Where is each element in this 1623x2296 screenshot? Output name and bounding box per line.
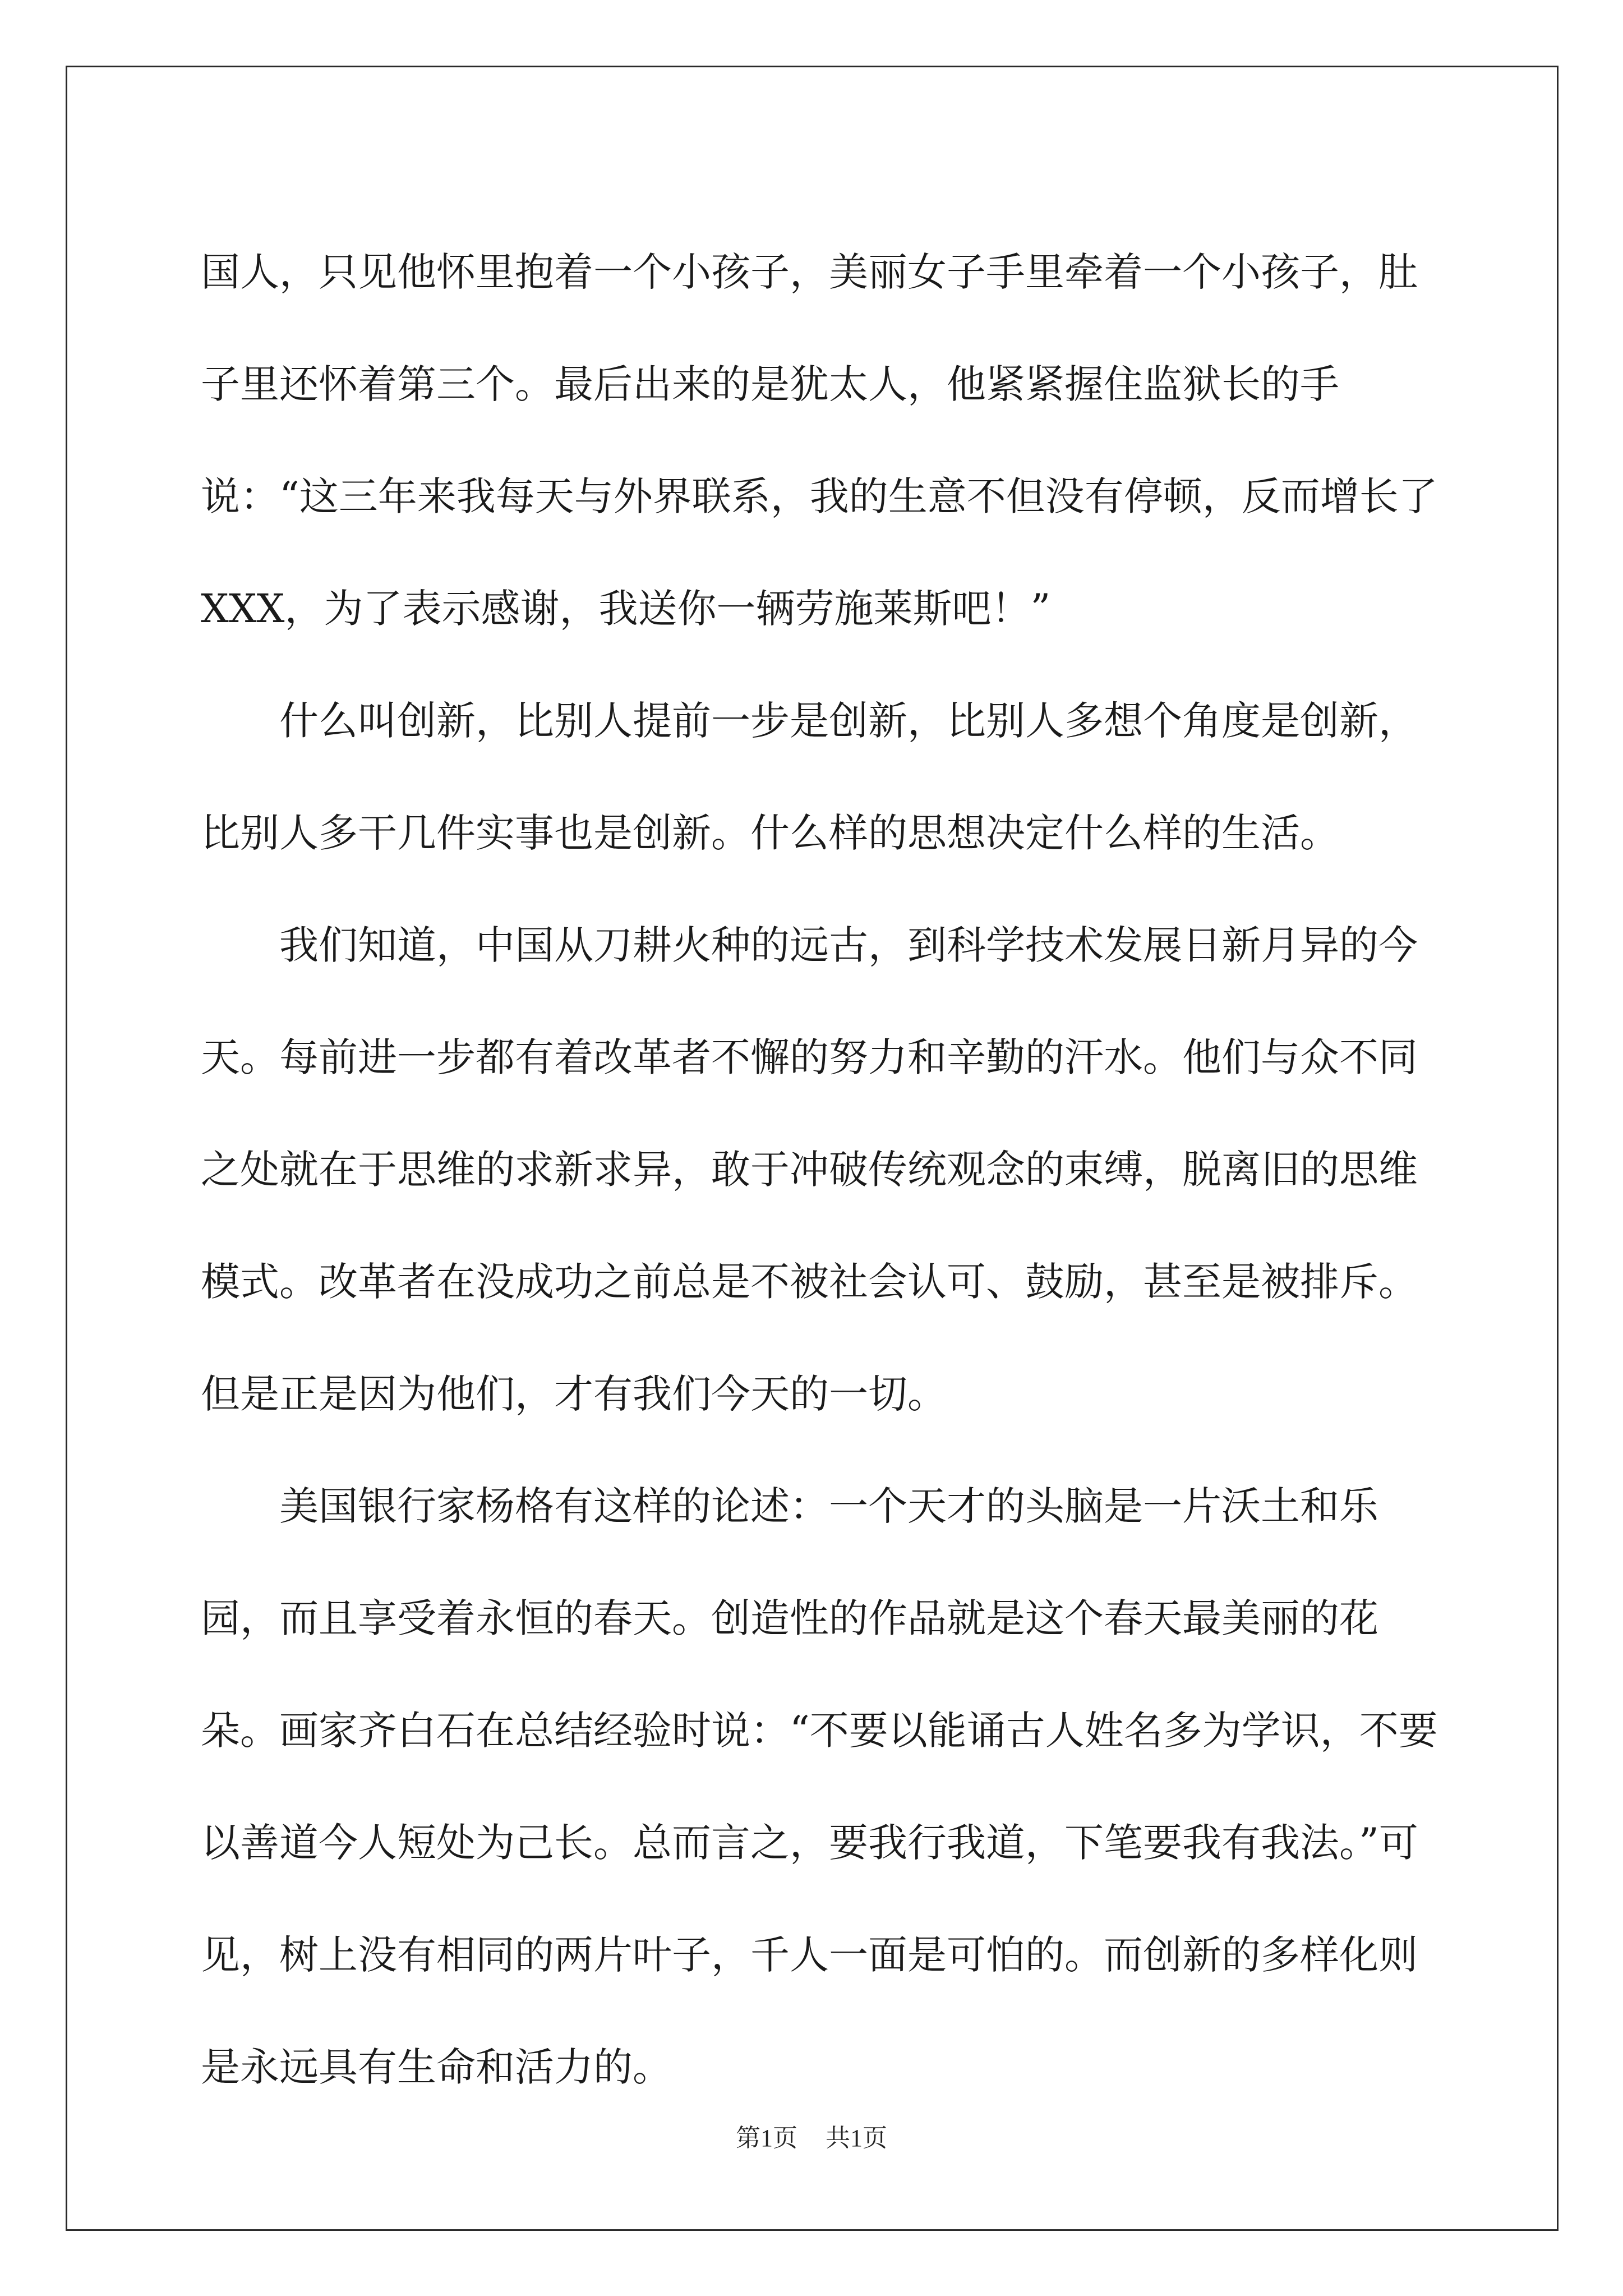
page-number-current: 第1页 (736, 2124, 797, 2152)
page-number-total: 共1页 (826, 2124, 887, 2152)
paragraph-1: 国人，只见他怀里抱着一个小孩子，美丽女子手里牵着一个小孩子，肚子里还怀着第三个。最后出来的是犹太人，他紧紧握住监狱长的手说：“这三年来我每天与外界联系，我的生意不但没有停顿，反而增长了 XXX，为了表示感谢，我送你一辆劳施莱斯吧！” (201, 249, 1451, 632)
paragraph-3: 我们知道，中国从刀耕火种的远古，到科学技术发展日新月异的今天。每前进一步都有着改革者不懈的努力和辛勤的汗水。他们与众不同之处就在于思维的求新求异，敢于冲破传统观念的束缚，脱离旧的思维模式。改革者在没成功之前总是不被社会认可、鼓励，甚至是被排斥。但是正是因为他们，才有我们今天的一切。 (201, 922, 1418, 1417)
page-footer (0, 2118, 1623, 2154)
document-body (201, 216, 1451, 2123)
paragraph-4: 美国银行家杨格有这样的论述：一个天才的头脑是一片沃土和乐园，而且享受着永恒的春天。创造性的作品就是这个春天最美丽的花朵。画家齐白石在总结经验时说：“不要以能诵古人姓名多为学识，不要以善道今人短处为己长。总而言之，要我行我道，下笔要我有我法。”可见，树上没有相同的两片叶子，千人一面是可怕的。而创新的多样化则是永远具有生命和活力的。 (201, 1483, 1438, 2090)
paragraph-2: 什么叫创新，比别人提前一步是创新，比别人多想个角度是创新，比别人多干几件实事也是创新。什么样的思想决定什么样的生活。 (201, 698, 1418, 856)
